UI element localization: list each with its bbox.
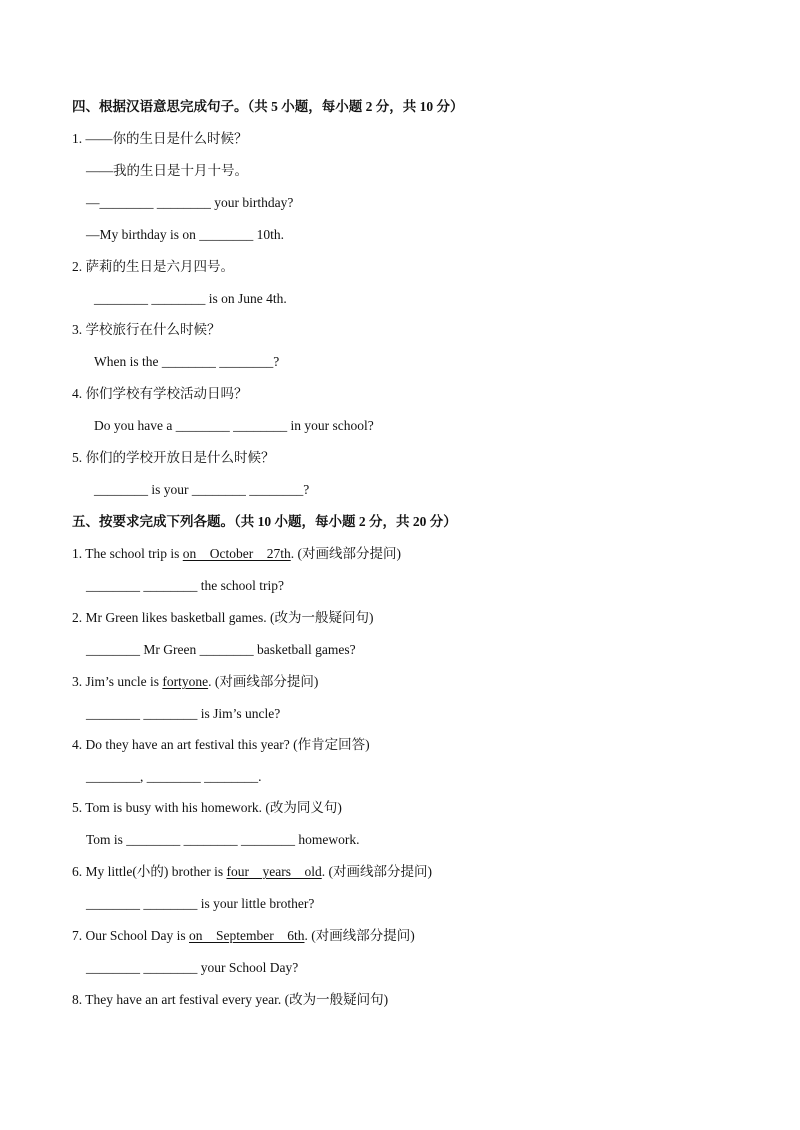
s4-q2-english: ________ ________ is on June 4th.	[94, 291, 287, 306]
s4-q2-chinese: 2. 萨莉的生日是六月四号。	[72, 259, 234, 274]
s5-q1-answer: ________ ________ the school trip?	[86, 578, 284, 593]
s4-q3-english: When is the ________ ________?	[94, 354, 280, 369]
s5-q6-post: . (对画线部分提问)	[321, 864, 432, 879]
s5-q4: 4. Do they have an art festival this year? (作肯定回答)	[72, 737, 370, 752]
s5-q2: 2. Mr Green likes basketball games. (改为一般疑问句)	[72, 610, 374, 625]
section-5-heading: 五、按要求完成下列各题。（共 10 小题，每小题 2 分，共 20 分）	[72, 514, 457, 529]
s5-q2-answer: ________ Mr Green ________ basketball games?	[86, 642, 356, 657]
s5-q7-underlined: on September 6th	[189, 928, 305, 943]
s5-q1-pre: 1. The school trip is	[72, 546, 183, 561]
s4-q1-english-answer: —My birthday is on ________ 10th.	[86, 227, 284, 242]
s5-q7-pre: 7. Our School Day is	[72, 928, 189, 943]
s5-q3-answer: ________ ________ is Jim’s uncle?	[86, 706, 281, 721]
s5-q3-post: . (对画线部分提问)	[208, 674, 319, 689]
s5-q4-answer: ________, ________ ________.	[86, 769, 262, 784]
s5-q6-pre: 6. My little(小的) brother is	[72, 864, 227, 879]
s5-q7-post: . (对画线部分提问)	[304, 928, 415, 943]
s5-q7-answer: ________ ________ your School Day?	[86, 960, 299, 975]
s5-q6-answer: ________ ________ is your little brother?	[86, 896, 315, 911]
s5-q7	[72, 927, 415, 945]
s5-q3-pre: 3. Jim’s uncle is	[72, 674, 163, 689]
s4-q4-chinese: 4. 你们学校有学校活动日吗？	[72, 386, 248, 401]
s4-q1-chinese-answer: ——我的生日是十月十号。	[86, 163, 248, 178]
s4-q4-english: Do you have a ________ ________ in your school?	[94, 418, 374, 433]
s5-q3	[72, 673, 318, 691]
section-4-heading: 四、根据汉语意思完成句子。（共 5 小题，每小题 2 分，共 10 分）	[72, 99, 464, 114]
s5-q6-underlined: four years old	[226, 864, 322, 879]
s5-q1	[72, 545, 401, 563]
s5-q5-answer: Tom is ________ ________ ________ homework.	[86, 832, 360, 847]
s5-q3-underlined: fortyone	[162, 674, 209, 689]
s4-q3-chinese: 3. 学校旅行在什么时候？	[72, 322, 221, 337]
s4-q5-chinese: 5. 你们的学校开放日是什么时候？	[72, 450, 275, 465]
s4-q1-chinese-question: 1. ——你的生日是什么时候？	[72, 131, 248, 146]
s5-q8: 8. They have an art festival every year. (改为一般疑问句)	[72, 992, 389, 1007]
s4-q5-english: ________ is your ________ ________?	[94, 482, 310, 497]
s5-q1-post: . (对画线部分提问)	[290, 546, 401, 561]
s5-q1-underlined: on October 27th	[182, 546, 291, 561]
s4-q1-english-question: —________ ________ your birthday?	[86, 195, 294, 210]
s5-q5: 5. Tom is busy with his homework. (改为同义句)	[72, 800, 342, 815]
s5-q6	[72, 863, 432, 881]
